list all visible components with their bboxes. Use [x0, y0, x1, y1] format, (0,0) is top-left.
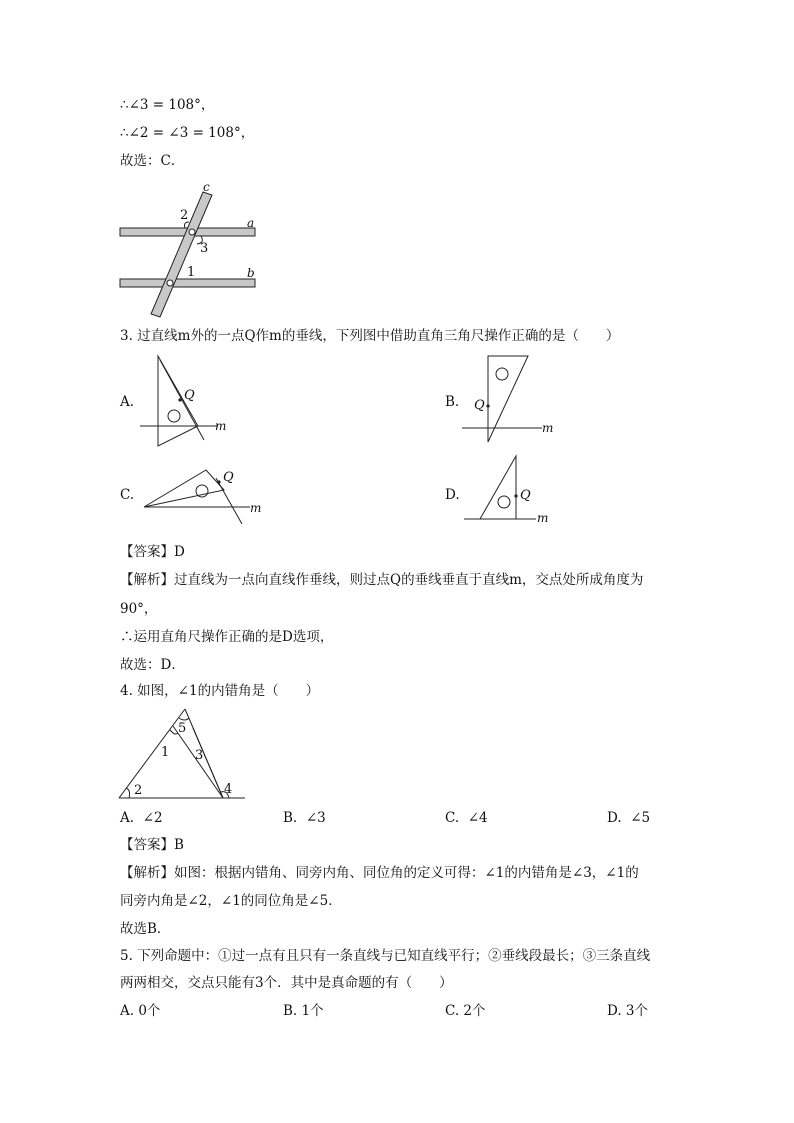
- q3-analysis-2: 90°，: [120, 601, 158, 617]
- prev-line-2: ∴∠2 = ∠3 = 108°，: [120, 125, 255, 141]
- set-square: [480, 456, 516, 519]
- q3-analysis-1: 【解析】过直线为一点向直线作垂线，则过点Q的垂线垂直于直线m，交点处所成角度为: [120, 572, 644, 588]
- angle-2-arc: [126, 788, 130, 798]
- line-b-bar: [120, 279, 255, 287]
- set-square-hole: [168, 410, 180, 422]
- q3-option-d-label: D.: [445, 487, 460, 503]
- label-5: 5: [178, 721, 187, 736]
- q4-stem: 4. 如图，∠1的内错角是（ ）: [120, 683, 320, 699]
- label-c: c: [203, 180, 210, 194]
- q3-stem: 3. 过直线m外的一点Q作m的垂线，下列图中借助直角三角尺操作正确的是（ ）: [120, 328, 620, 344]
- label-m: m: [250, 501, 262, 515]
- q3-figure-c: [140, 462, 270, 524]
- q4-answer: 【答案】B: [120, 837, 184, 853]
- q4-option-b-letter: B.: [283, 810, 298, 826]
- q4-option-d: [607, 809, 650, 827]
- q4-option-a-text: ∠2: [142, 810, 163, 826]
- point-q: [486, 404, 489, 407]
- q3-figure-b: [460, 352, 560, 452]
- label-a: a: [247, 216, 255, 230]
- label-q: Q: [223, 470, 234, 485]
- q4-option-d-letter: D.: [607, 810, 622, 826]
- label-m: m: [542, 421, 554, 435]
- q3-figure-a: [140, 352, 240, 452]
- q3-analysis-3: ∴运用直角尺操作正确的是D选项，: [120, 629, 334, 645]
- set-square-hole: [196, 485, 208, 497]
- q3-option-a-label: A.: [120, 394, 135, 410]
- q5-option-c: C. 2个: [445, 1003, 486, 1019]
- q4-option-c: [445, 809, 488, 827]
- q4-option-c-letter: C.: [445, 810, 460, 826]
- q4-conclusion: 故选B．: [120, 921, 171, 937]
- parallel-lines-figure: [115, 178, 275, 320]
- q5-stem-1: 5. 下列命题中：①过一点有且只有一条直线与已知直线平行；②垂线段最长；③三条直线: [120, 948, 651, 964]
- q4-analysis-2: 同旁内角是∠2，∠1的同位角是∠5．: [120, 893, 342, 909]
- q5-option-b: B. 1个: [283, 1003, 324, 1019]
- label-4: 4: [224, 782, 233, 797]
- q5-option-d: D. 3个: [607, 1003, 649, 1019]
- q4-option-b-text: ∠3: [305, 810, 326, 826]
- q3-answer: 【答案】D: [120, 544, 185, 560]
- q3-option-b-label: B.: [445, 394, 460, 410]
- label-q: Q: [520, 488, 531, 503]
- q4-analysis-1: 【解析】如图：根据内错角、同旁内角、同位角的定义可得：∠1的内错角是∠3，∠1的: [120, 865, 639, 881]
- q4-option-a: [120, 809, 163, 827]
- q4-triangle-figure: [115, 704, 255, 806]
- perp-line: [160, 360, 204, 440]
- point-q: [514, 494, 517, 497]
- label-b: b: [247, 266, 255, 280]
- label-1: 1: [187, 265, 196, 280]
- label-1: 1: [161, 745, 170, 760]
- cevian: [193, 728, 223, 798]
- point-q: [217, 480, 220, 483]
- angle-5-arc: [179, 718, 189, 720]
- label-m: m: [537, 511, 549, 525]
- label-q: Q: [184, 388, 195, 403]
- q5-option-a: A. 0个: [120, 1003, 161, 1019]
- set-square-hole: [498, 496, 510, 508]
- q4-option-a-letter: A.: [120, 810, 135, 826]
- set-square: [144, 470, 224, 507]
- q4-option-c-text: ∠4: [467, 810, 488, 826]
- q4-option-d-text: ∠5: [630, 810, 651, 826]
- left-side: [119, 709, 185, 798]
- q3-option-c-label: C.: [120, 487, 135, 503]
- label-q: Q: [474, 398, 485, 413]
- prev-conclusion: 故选：C．: [120, 153, 185, 169]
- point-q: [178, 398, 181, 401]
- intersection-a: [189, 229, 195, 235]
- q3-figure-d: [460, 452, 560, 532]
- label-3: 3: [195, 748, 204, 763]
- set-square-hole: [496, 368, 508, 380]
- q5-stem-2: 两两相交，交点只能有3个．其中是真命题的有（ ）: [120, 975, 453, 991]
- label-2: 2: [134, 783, 143, 798]
- label-m: m: [215, 419, 227, 433]
- prev-line-1: ∴∠3 = 108°，: [120, 97, 215, 113]
- intersection-b: [167, 280, 173, 286]
- set-square: [488, 356, 528, 442]
- label-3: 3: [200, 241, 209, 256]
- label-2: 2: [180, 208, 189, 223]
- q4-option-b: [283, 809, 326, 827]
- q3-conclusion: 故选：D．: [120, 657, 185, 673]
